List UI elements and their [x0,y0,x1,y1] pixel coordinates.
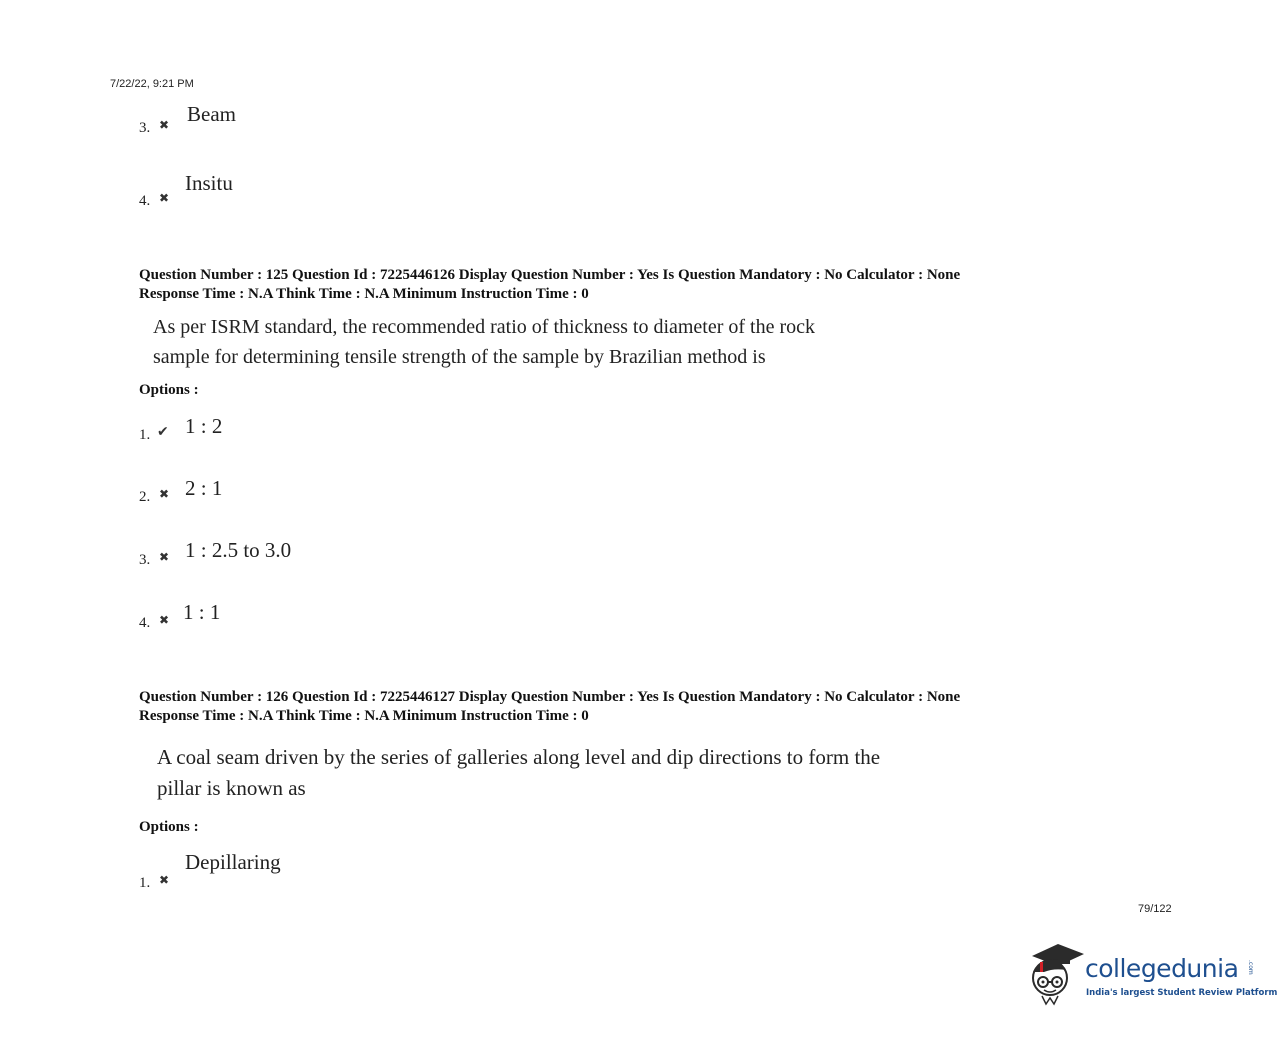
question-text-line: sample for determining tensile strength of the sample by Brazilian method is [153,346,766,368]
options-label: Options : [139,819,199,835]
question-meta-line: Response Time : N.A Think Time : N.A Minimum Instruction Time : 0 [139,708,589,724]
question-text-line: A coal seam driven by the series of galleries along level and dip directions to form the [157,745,881,769]
option-number: 1. [139,427,151,443]
mascot-icon [1024,938,1086,1008]
option-text: 1 : 2.5 to 3.0 [185,538,292,562]
option-number: 4. [139,615,151,631]
print-timestamp: 7/22/22, 9:21 PM [110,78,194,90]
correct-icon: ✔ [157,424,169,440]
wrong-icon: ✖ [159,118,170,132]
option-text: 2 : 1 [185,476,223,500]
option-number: 1. [139,875,151,891]
logo-tagline: India's largest Student Review Platform [1086,988,1278,998]
option-row [139,476,439,516]
option-text: Insitu [185,171,233,195]
option-row [139,173,439,213]
option-number: 4. [139,193,151,209]
logo-wordmark: collegedunia [1085,954,1239,983]
option-text: 1 : 2 [185,414,223,438]
question-meta-line: Question Number : 126 Question Id : 7225446127 Display Question Number : Yes Is Question Mandatory : No Calculator : None [139,689,961,705]
wrong-icon: ✖ [159,613,170,627]
question-meta-line: Question Number : 125 Question Id : 7225446126 Display Question Number : Yes Is Question Mandatory : No Calculator : None [139,267,961,283]
option-number: 2. [139,489,151,505]
option-row [139,538,439,578]
wrong-icon: ✖ [159,550,170,564]
page-number: 79/122 [1138,903,1172,915]
option-number: 3. [139,552,151,568]
question-text-line: pillar is known as [157,776,306,800]
option-text: 1 : 1 [183,600,221,624]
wrong-icon: ✖ [159,191,170,205]
option-number: 3. [139,120,151,136]
wrong-icon: ✖ [159,873,170,887]
logo-domain-suffix: .com [1247,960,1254,975]
option-row [139,850,439,890]
option-row [139,600,439,640]
option-text: Depillaring [185,850,281,874]
option-row [139,104,439,144]
option-row [139,414,439,454]
question-text-line: As per ISRM standard, the recommended ratio of thickness to diameter of the rock [153,316,816,338]
collegedunia-logo [1024,938,1278,1010]
options-label: Options : [139,382,199,398]
question-meta-line: Response Time : N.A Think Time : N.A Minimum Instruction Time : 0 [139,286,589,302]
wrong-icon: ✖ [159,487,170,501]
option-text: Beam [187,102,236,126]
